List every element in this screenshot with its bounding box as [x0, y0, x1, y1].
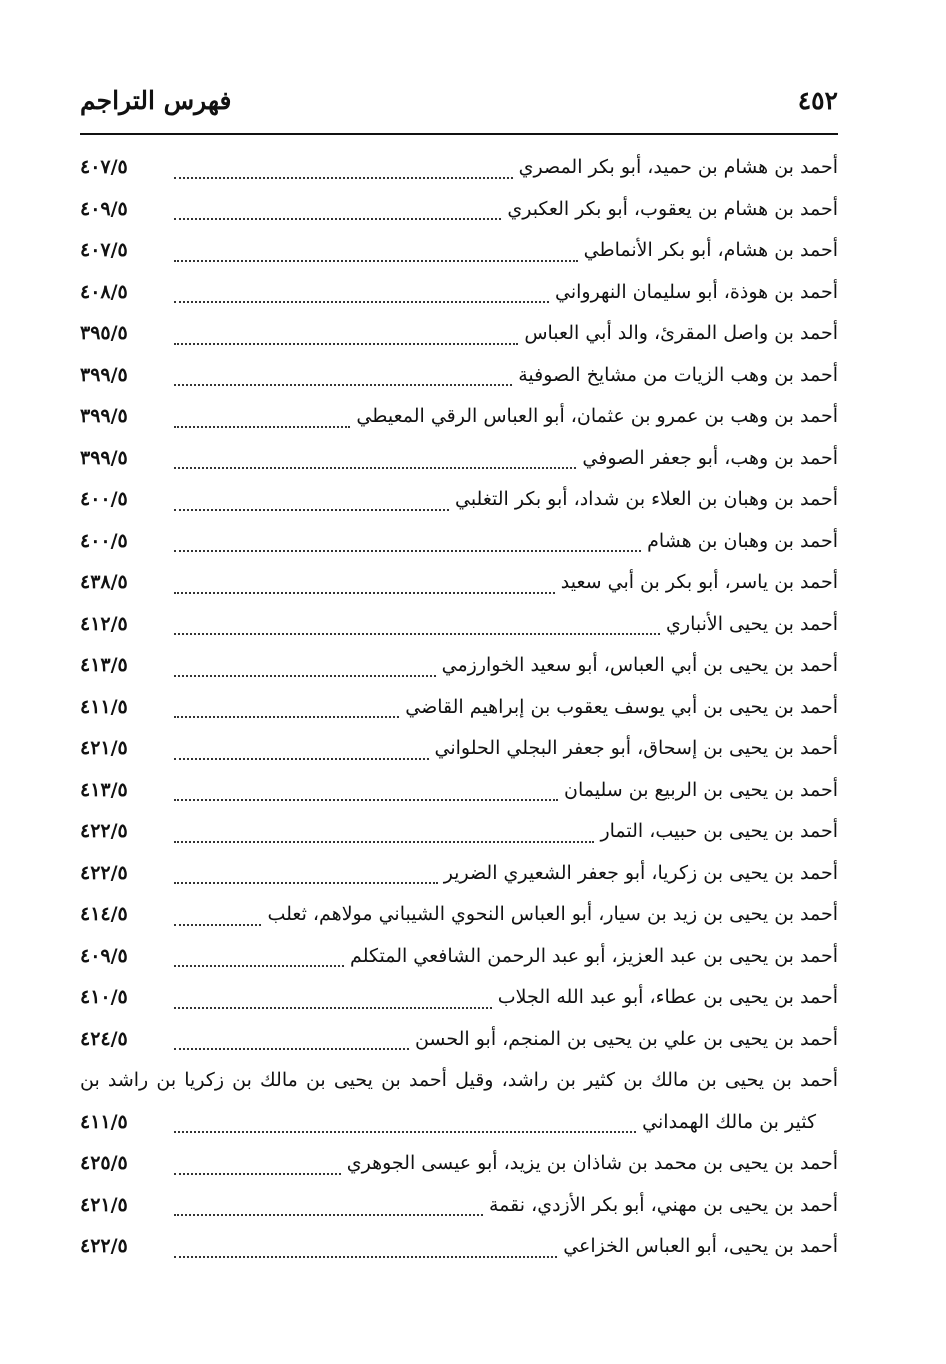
entry-name-continuation: كثير بن مالك الهمداني	[642, 1110, 816, 1133]
index-entry	[80, 936, 838, 978]
index-entry	[80, 1185, 838, 1227]
entry-page: ٤٠٧/٥	[80, 239, 128, 262]
index-entry	[80, 230, 838, 272]
index-entry	[80, 313, 838, 355]
entry-name: أحمد بن هوذة، أبو سليمان النهرواني	[555, 280, 838, 303]
entry-page: ٤٠٧/٥	[80, 156, 128, 179]
entry-page: ٤٢٥/٥	[80, 1152, 128, 1175]
dot-leader	[174, 218, 501, 220]
dot-leader	[174, 1131, 636, 1133]
entry-page: ٤١٣/٥	[80, 654, 128, 677]
dot-leader	[174, 509, 449, 511]
index-entry	[80, 189, 838, 231]
dot-leader	[174, 924, 261, 926]
running-head	[80, 78, 838, 122]
entry-name: أحمد بن هشام بن حميد، أبو بكر المصري	[518, 156, 838, 179]
entry-name: أحمد بن يحيى بن مالك بن كثير بن راشد، وقيل أحمد بن يحيى بن مالك بن زكريا بن راشد بن	[80, 1069, 838, 1092]
entry-name: أحمد بن يحيى بن عطاء، أبو عبد الله الجلاب	[497, 986, 838, 1009]
entry-page: ٤١١/٥	[80, 1110, 128, 1133]
dot-leader	[174, 384, 512, 386]
dot-leader	[174, 467, 576, 469]
entry-page: ٤٢٢/٥	[80, 861, 128, 884]
index-entry	[80, 645, 838, 687]
entry-name: أحمد بن يحيى بن زكريا، أبو جعفر الشعيري الضرير	[443, 861, 838, 884]
index-entry	[80, 977, 838, 1019]
entry-page: ٤١٤/٥	[80, 903, 128, 926]
entry-page: ٤٠٠/٥	[80, 488, 128, 511]
entry-page: ٤٢٢/٥	[80, 1235, 128, 1258]
index-entry	[80, 770, 838, 812]
entry-name: أحمد بن واصل المقرئ، والد أبي العباس	[524, 322, 838, 345]
index-entry	[80, 521, 838, 563]
dot-leader	[174, 260, 578, 262]
dot-leader	[174, 592, 555, 594]
index-entry	[80, 147, 838, 189]
dot-leader	[174, 882, 438, 884]
entry-name: أحمد بن وهبان بن العلاء بن شداد، أبو بكر التغلبي	[454, 488, 838, 511]
entry-page: ٤٢١/٥	[80, 1193, 128, 1216]
index-entry	[80, 355, 838, 397]
page-title: فهرس التراجم	[80, 85, 232, 115]
dot-leader	[174, 343, 518, 345]
dot-leader	[174, 716, 399, 718]
index-entry	[80, 687, 838, 729]
index-entries	[80, 147, 838, 1268]
entry-name: أحمد بن وهب، أبو جعفر الصوفي	[582, 446, 838, 469]
entry-name: أحمد بن يحيى بن حبيب، التمار	[600, 820, 838, 843]
index-entry	[80, 272, 838, 314]
header-rule	[80, 133, 838, 135]
entry-page: ٤٣٨/٥	[80, 571, 128, 594]
entry-page: ٤٢٢/٥	[80, 820, 128, 843]
dot-leader	[174, 177, 513, 179]
dot-leader	[174, 799, 558, 801]
entry-name: أحمد بن يحيى بن إسحاق، أبو جعفر البجلي الحلواني	[434, 737, 838, 760]
dot-leader	[174, 675, 436, 677]
entry-page: ٤٢١/٥	[80, 737, 128, 760]
dot-leader	[174, 301, 549, 303]
dot-leader	[174, 965, 344, 967]
dot-leader	[174, 1048, 409, 1050]
entry-page: ٤٢٤/٥	[80, 1027, 128, 1050]
index-entry	[80, 1143, 838, 1185]
entry-name: أحمد بن وهبان بن هشام	[647, 529, 838, 552]
entry-name: أحمد بن يحيى بن زيد بن سيار، أبو العباس النحوي الشيباني مولاهم، ثعلب	[267, 903, 838, 926]
entry-page: ٤٠٠/٥	[80, 529, 128, 552]
entry-page: ٤٠٩/٥	[80, 944, 128, 967]
index-entry-continuation	[80, 1102, 838, 1144]
entry-name: أحمد بن هشام، أبو بكر الأنماطي	[583, 239, 838, 262]
dot-leader	[174, 1214, 483, 1216]
page-number: ٤٥٢	[797, 85, 838, 115]
entry-name: أحمد بن يحيى بن علي بن يحيى بن المنجم، أبو الحسن	[414, 1027, 838, 1050]
entry-name: أحمد بن يحيى بن أبي يوسف يعقوب بن إبراهيم القاضي	[405, 695, 838, 718]
entry-page: ٣٩٩/٥	[80, 446, 128, 469]
entry-name: أحمد بن يحيى بن الربيع بن سليمان	[564, 778, 838, 801]
dot-leader	[174, 1173, 341, 1175]
entry-name: أحمد بن يحيى بن أبي العباس، أبو سعيد الخوارزمي	[441, 654, 838, 677]
entry-name: أحمد بن يحيى الأنباري	[666, 612, 838, 635]
entry-page: ٣٩٥/٥	[80, 322, 128, 345]
index-entry	[80, 1226, 838, 1268]
index-entry	[80, 728, 838, 770]
entry-page: ٣٩٩/٥	[80, 363, 128, 386]
dot-leader	[174, 1256, 557, 1258]
index-entry	[80, 894, 838, 936]
index-entry	[80, 479, 838, 521]
entry-page: ٤٠٩/٥	[80, 197, 128, 220]
index-entry	[80, 853, 838, 895]
entry-page: ٣٩٩/٥	[80, 405, 128, 428]
entry-page: ٤١٢/٥	[80, 612, 128, 635]
dot-leader	[174, 841, 594, 843]
entry-name: أحمد بن يحيى بن عبد العزيز، أبو عبد الرحمن الشافعي المتكلم	[350, 944, 838, 967]
index-entry	[80, 1019, 838, 1061]
index-entry	[80, 604, 838, 646]
dot-leader	[174, 550, 641, 552]
dot-leader	[174, 633, 660, 635]
entry-name: أحمد بن وهب بن عمرو بن عثمان، أبو العباس الرقي المعيطي	[356, 405, 838, 428]
entry-name: أحمد بن ياسر، أبو بكر بن أبي سعيد	[560, 571, 838, 594]
entry-name: أحمد بن يحيى بن مهني، أبو بكر الأزدي، نقمة	[488, 1193, 838, 1216]
entry-name: أحمد بن يحيى بن محمد بن شاذان بن يزيد، أبو عيسى الجوهري	[346, 1152, 838, 1175]
entry-name: أحمد بن هشام بن يعقوب، أبو بكر العكبري	[507, 197, 838, 220]
index-entry	[80, 562, 838, 604]
entry-page: ٤١٠/٥	[80, 986, 128, 1009]
index-entry	[80, 396, 838, 438]
index-entry	[80, 1060, 838, 1102]
entry-page: ٤١٣/٥	[80, 778, 128, 801]
entry-name: أحمد بن يحيى، أبو العباس الخزاعي	[563, 1235, 838, 1258]
dot-leader	[174, 426, 350, 428]
entry-page: ٤١١/٥	[80, 695, 128, 718]
entry-page: ٤٠٨/٥	[80, 280, 128, 303]
dot-leader	[174, 1007, 492, 1009]
index-entry	[80, 811, 838, 853]
dot-leader	[174, 758, 429, 760]
index-entry	[80, 438, 838, 480]
entry-name: أحمد بن وهب الزيات من مشايخ الصوفية	[518, 363, 838, 386]
